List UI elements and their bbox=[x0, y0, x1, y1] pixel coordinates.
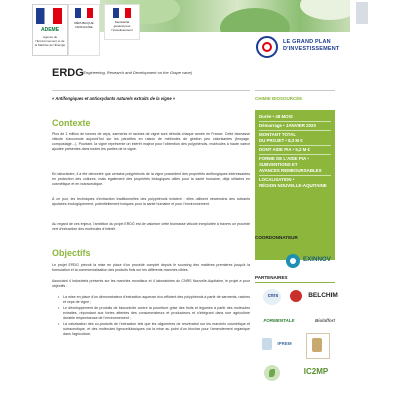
belchim-logo bbox=[290, 288, 346, 306]
ademe-logo-name: ADEME bbox=[40, 27, 60, 33]
formentale-logo bbox=[258, 313, 300, 329]
demarrage-value: Démarrage • JANVIER 2020 bbox=[259, 123, 316, 128]
formentale-logo-text: FORMENTALE bbox=[263, 318, 295, 323]
list-item: • La valorisation des co-produits de l'extraction tels que les oligomères de resvératrol sur les marchés cosmétique et nutraceutique, et des molécules lignocellulosiques via la mise au point d'un biochar pour l'amendement organique dans l'agriculture. bbox=[58, 321, 250, 336]
list-item: • La mise en place d'un démonstrateur d'extraction aqueuse éco-efficient des polyphénols à partir de sarments, racines et ceps de vigne ; bbox=[58, 295, 250, 304]
localisation-value: RÉGION NOUVELLE-AQUITAINE bbox=[259, 183, 327, 188]
iprem-logo-text: IPREM bbox=[277, 341, 292, 346]
iprem-icon bbox=[262, 338, 272, 350]
exinnov-name: EXINNOV bbox=[303, 256, 331, 263]
partenaires-rule bbox=[255, 282, 335, 283]
divider bbox=[259, 130, 331, 131]
sgpi-logo bbox=[104, 4, 140, 40]
partner-crest-logo bbox=[306, 333, 330, 359]
project-full-name: (Engineering, Research and Development on the Grape cane) bbox=[82, 70, 193, 75]
coordonnateur-rule bbox=[255, 242, 335, 243]
coordonnateur-heading: COORDONNATEUR bbox=[255, 235, 298, 240]
objectifs-intro: Le projet ERDG prévoit la mise en place d'un procédé complet depuis le sourcing des matières premières jusqu'à la formulation et la commercialisation des produits finis sur les différents marchés cibles. bbox=[52, 263, 250, 272]
sidebar-divider bbox=[255, 90, 335, 91]
divider bbox=[259, 145, 331, 146]
ademe-logo-subtitle: Agence de l'Environnement et de la Maîtrise de l'Énergie bbox=[34, 35, 66, 47]
contexte-paragraph: En laboratoire, il a été démontré que certains polyphénols de la vigne possèdent des propriétés antifongiques intéressantes en protection des cultures, mais également des propriétés biologiques utiles pour la santé humaine, déjà utilisées en cosmétique et en nutraceutique. bbox=[52, 172, 250, 186]
forme-value: SUBVENTIONS ET bbox=[259, 162, 298, 167]
contexte-paragraph: Plus de 1 million de tonnes de ceps, sarments et racines de vigne sont détruits chaque année en France. Cette biomasse viticole s'accumule aujourd'hui sur les parcelles en raison de méthodes de gestion peu valorisantes (broyage, compostage…). Pourtant, la vigne représente un intérêt majeur pour l'obtention des polyphénols, molécules à haute valeur ajoutée présentes dans toutes les parties de la vigne. bbox=[52, 132, 250, 151]
contexte-paragraph: À ce jour, les techniques d'extraction traditionnelles des polyphénols existent : elles utilisent néanmoins des solvants apolaires écologiquement, potentiellement toxiques pour la santé humaine et pour l'environnement. bbox=[52, 197, 250, 206]
biolaffort-logo bbox=[304, 313, 346, 329]
localisation-label: LOCALISATION • bbox=[259, 177, 295, 182]
crest-icon bbox=[312, 338, 322, 352]
montant-label: MONTANT TOTAL bbox=[259, 132, 297, 137]
ic2mp-logo bbox=[294, 363, 338, 383]
contexte-paragraph: Au regard de ces enjeux, l'ambition du projet ERDG est de valoriser cette biomasse viticole inexploitée à travers un procédé vert d'extraction des molécules d'intérêt. bbox=[52, 222, 250, 231]
montant-value: DU PROJET • 8,3 M € bbox=[259, 138, 303, 143]
objectifs-heading: Objectifs bbox=[52, 248, 91, 258]
project-acronym: ERDG bbox=[52, 67, 84, 79]
theme-label: CHIMIE BIOSOURCÉE bbox=[255, 96, 303, 101]
cnrs-logo bbox=[262, 288, 284, 306]
forme-label: FORME DE L'AIDE PIA • bbox=[259, 156, 309, 161]
partenaires-heading: PARTENAIRES bbox=[255, 275, 288, 280]
divider bbox=[259, 121, 331, 122]
objectifs-intro: Associant 4 industriels présents sur les marchés mondiaux et 4 laboratoires du CNRS Nouvelle-Aquitaine, le projet a pour objectifs : bbox=[52, 279, 250, 288]
grand-plan-title: LE GRAND PLAN D'INVESTISSEMENT bbox=[283, 39, 340, 52]
bullet-icon: • bbox=[58, 306, 60, 310]
duree-value: Durée • 48 MOIS bbox=[259, 114, 293, 119]
edge-tab bbox=[356, 2, 368, 24]
forme-value: AVANCES REMBOURSABLES bbox=[259, 168, 322, 173]
marianne-icon bbox=[113, 8, 131, 18]
title-divider bbox=[52, 90, 250, 91]
ic2mp-logo-text: IC2MP bbox=[303, 367, 329, 376]
grand-plan-logo-icon bbox=[256, 36, 278, 58]
belchim-logo-text: BELCHIM bbox=[308, 292, 338, 299]
list-item: • Le développement de produits de biocontrôle contre la pourriture grise des fruits et légumes à partir des molécules extraites, répondant aux fortes attentes des consommateurs et producteurs et s'intégrant dans une agriculture durable respectueuse de l'environnement ; bbox=[58, 306, 250, 320]
contexte-heading: Contexte bbox=[52, 118, 91, 128]
leaf-shape bbox=[269, 369, 275, 377]
biolaffort-logo-text: Biolaffort bbox=[315, 318, 335, 323]
aide-value: DONT AIDE PIA • 5,2 M € bbox=[259, 147, 310, 152]
sgpi-text: Secrétariat général pour l'investissement bbox=[111, 20, 133, 32]
republique-francaise-logo bbox=[68, 4, 100, 56]
exinnov-icon bbox=[286, 254, 300, 268]
project-tagline: « Antifongiques et antioxydants naturels extraits de la vigne » bbox=[52, 96, 176, 101]
exinnov-logo bbox=[286, 252, 344, 272]
cnrs-logo-text: cnrs bbox=[267, 293, 279, 299]
bullet-icon: • bbox=[58, 321, 60, 326]
divider bbox=[259, 154, 331, 155]
objectifs-list bbox=[58, 295, 250, 338]
republique-francaise-text: RÉPUBLIQUE FRANÇAISE bbox=[74, 21, 94, 29]
french-flag-icon bbox=[36, 8, 62, 24]
bullet-icon: • bbox=[58, 295, 60, 299]
divider bbox=[259, 175, 331, 176]
iprem-logo bbox=[262, 336, 296, 354]
partner-leaf-logo bbox=[262, 363, 284, 383]
ademe-logo bbox=[32, 4, 68, 56]
marianne-icon bbox=[75, 8, 93, 18]
